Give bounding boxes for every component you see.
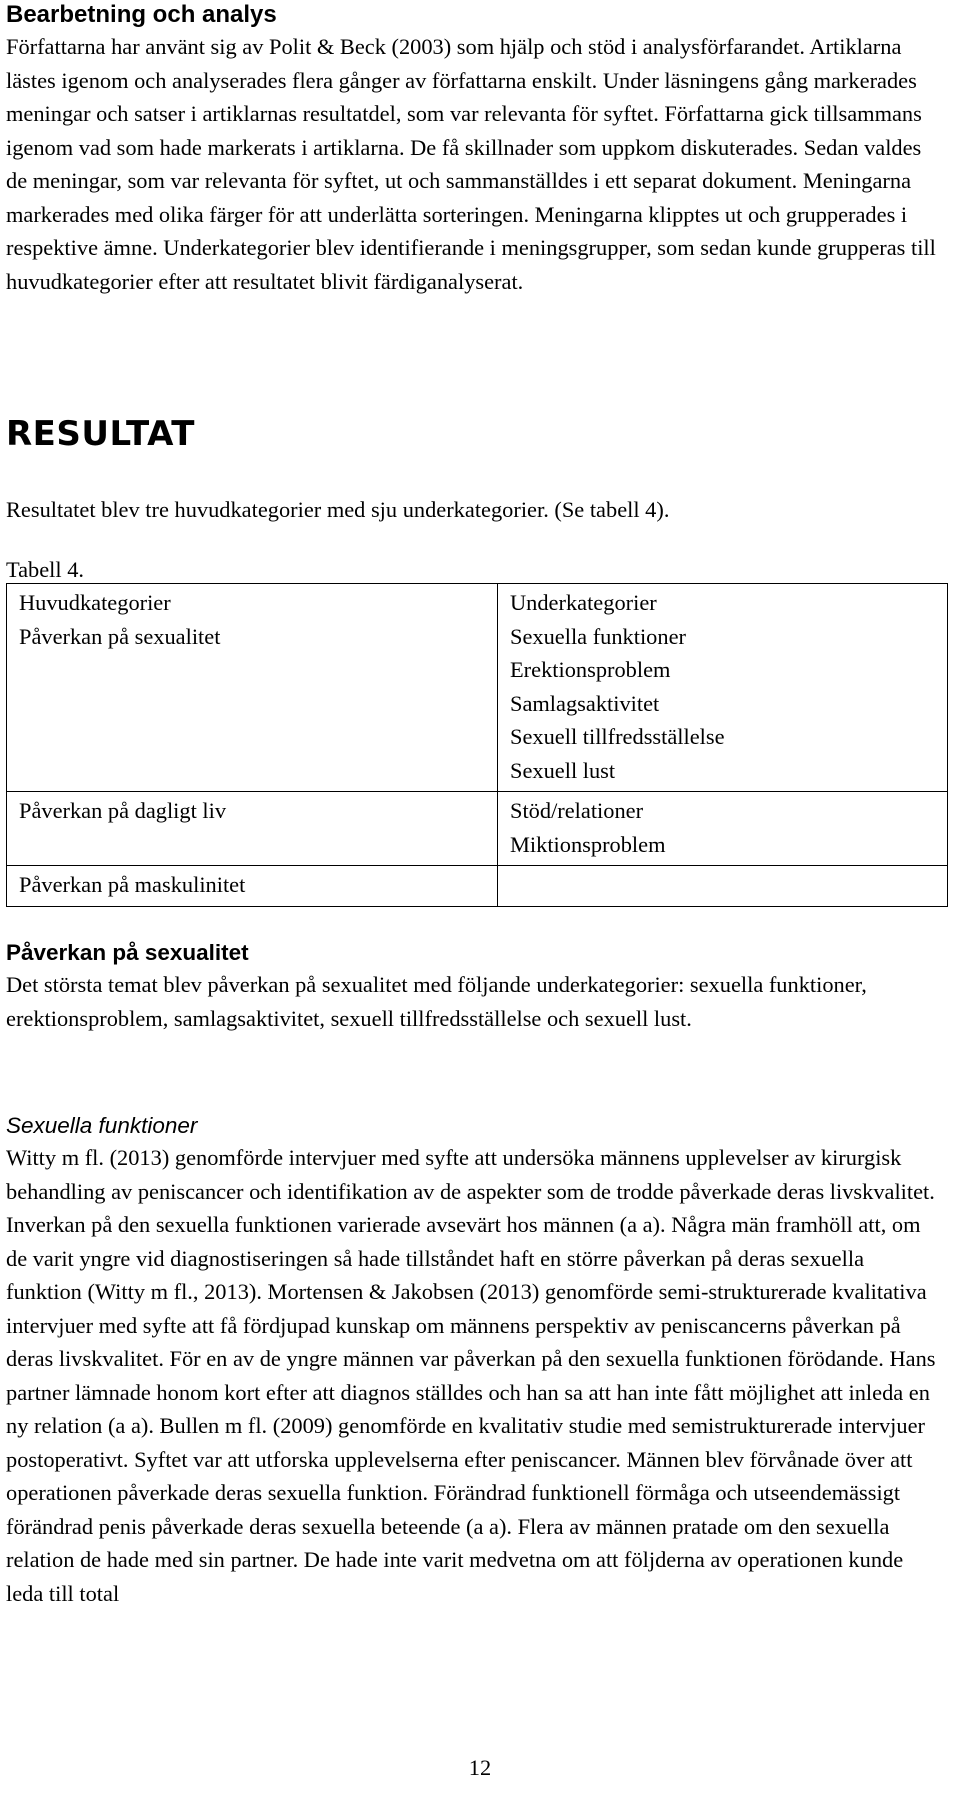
table-row (7, 584, 948, 792)
sub-category: Erektionsproblem (510, 657, 671, 682)
sub-category: Samlagsaktivitet (510, 690, 660, 716)
subsection-body-sexuella-funktioner: Witty m fl. (2013) genomförde intervjuer med syfte att undersöka männens upplevelser av kirurgisk behandling av peniscancer och identifikation av de aspekter som de trodde påverkade deras livskvalitet. Inverkan på den sexuella funktionen varierade avsevärt hos männen (a a). Några män framhöll att, om de varit yngre vid diagnostiseringen så hade tillståndet haft en större påverkan på deras sexuella funktion (Witty m fl., 2013). Mortensen & Jakobsen (2013) genomförde semi-strukturerade kvalitativa intervjuer med syfte att få fördjupad kunskap om männens perspektiv av peniscancerns påverkan på deras livskvalitet. För en av de yngre männen var påverkan på den sexuella funktionen förödande. Hans partner lämnade honom kort efter att diagnos ställdes och han sa att han inte fått möjlighet att inleda en ny relation (a a). Bullen m fl. (2009) genomförde en kvalitativ studie med semistrukturerade intervjuer postoperativt. Syftet var att utforska upplevelserna efter peniscancer. Männen blev förvånade över att operationen påverkade deras sexuella funktion. Förändrad funktionell förmåga och utseendemässigt förändrad penis påverkade deras sexuella beteende (a a). Flera av männen pratade om den sexuella relation de hade med sin partner. De hade inte varit medvetna om att följderna av operationen kunde leda till total (6, 1145, 936, 1606)
result-heading: RESULTAT (6, 414, 195, 454)
sub-category: Sexuell tillfredsställelse (510, 724, 725, 749)
category-table (6, 583, 948, 907)
main-category: Påverkan på sexualitet (19, 623, 221, 649)
sub-category: Sexuell lust (510, 757, 616, 783)
main-category: Påverkan på dagligt liv (19, 798, 227, 823)
main-category: Påverkan på maskulinitet (19, 872, 246, 897)
table-caption: Tabell 4. (6, 557, 85, 582)
table-row (7, 792, 948, 866)
table-row (7, 866, 948, 907)
section-heading-paverkan: Påverkan på sexualitet (6, 940, 249, 965)
subsection-heading-sexuella-funktioner: Sexuella funktioner (6, 1113, 198, 1138)
table-cell (7, 792, 498, 866)
section-heading-bearbetning: Bearbetning och analys (6, 1, 277, 28)
sub-category: Sexuella funktioner (510, 623, 686, 649)
section-body-bearbetning: Författarna har använt sig av Polit & Beck (2003) som hjälp och stöd i analysförfarandet. Artiklarna lästes igenom och analyserades flera gånger av författarna enskilt. Under läsningens gång markerades meningar och satser i artiklarnas resultatdel, som var relevanta för syftet. Författarna gick tillsammans igenom vad som hade markerats i artiklarna. De få skillnader som uppkom diskuterades. Sedan valdes de meningar, som var relevanta för syftet, ut och sammanställdes i ett separat dokument. Meningarna markerades med olika färger för att underlätta sorteringen. Meningarna klipptes ut och grupperades i respektive ämne. Underkategorier blev identifierande i meningsgrupper, som sedan kunde grupperas till huvudkategorier efter att resultatet blivit färdiganalyserat. (6, 34, 936, 294)
table-cell (498, 792, 948, 866)
table-cell (7, 584, 498, 792)
page-number: 12 (468, 1755, 492, 1780)
table-cell (7, 866, 498, 907)
result-intro: Resultatet blev tre huvudkategorier med sju underkategorier. (Se tabell 4). (6, 497, 670, 522)
col2-header: Underkategorier (510, 590, 657, 615)
table-cell (498, 866, 948, 907)
table-cell (498, 584, 948, 792)
sub-category: Miktionsproblem (510, 831, 666, 857)
section-body-paverkan: Det största temat blev påverkan på sexualitet med följande underkategorier: sexuella funktioner, erektionsproblem, samlagsaktivitet, sexuell tillfredsställelse och sexuell lust. (6, 972, 867, 1031)
col1-header: Huvudkategorier (19, 590, 171, 615)
sub-category: Stöd/relationer (510, 798, 644, 823)
